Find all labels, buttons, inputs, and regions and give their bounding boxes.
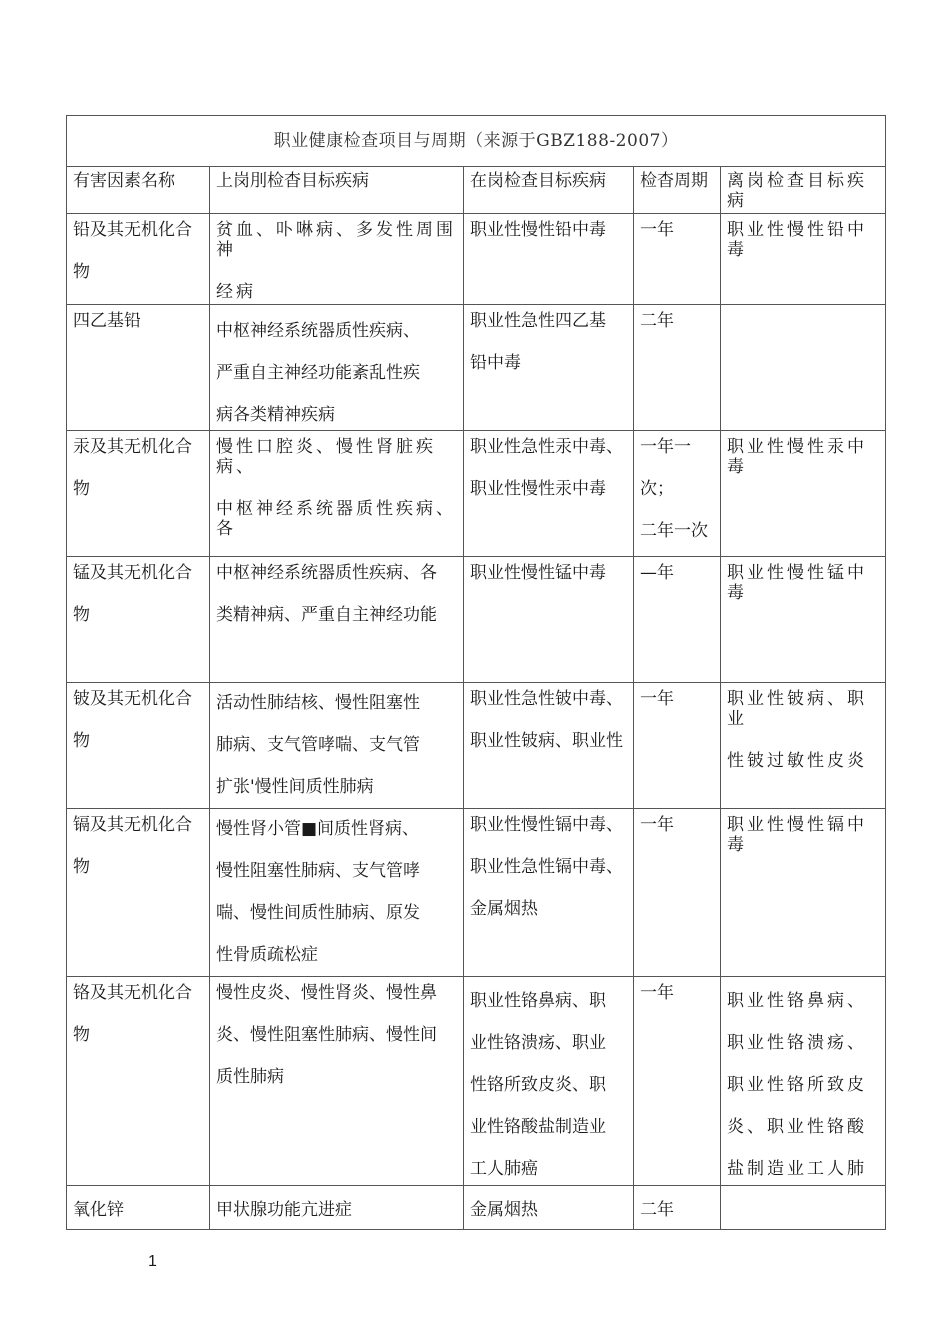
- header-on-job: 在岗检查目标疾病: [464, 167, 634, 214]
- cell-off-job: [721, 305, 886, 431]
- table-row: [67, 809, 886, 977]
- cell-off-job: 职业性铬鼻病、 职业性铬溃疡、 职业性铬所致皮 炎、职业性铬酸 盐制造业工人肺: [721, 977, 886, 1186]
- cell-on-job: 金属烟热: [464, 1186, 634, 1230]
- cell-factor: 铬及其无机化合 物: [67, 977, 210, 1186]
- cell-period: 一年: [634, 809, 721, 977]
- cell-factor: 铍及其无机化合 物: [67, 683, 210, 809]
- cell-on-job: 职业性慢性铅中毒: [464, 214, 634, 305]
- table-row: [67, 557, 886, 683]
- cell-on-job: 职业性急性铍中毒、 职业性铍病、职业性: [464, 683, 634, 809]
- cell-pre-job: 中枢神经系统器质性疾病、各 类精神病、严重自主神经功能: [210, 557, 464, 683]
- cell-off-job: 职业性慢性汞中毒: [721, 431, 886, 557]
- header-off-job: 离岗检查目标疾病: [721, 167, 886, 214]
- cell-off-job: 职业性慢性镉中毒: [721, 809, 886, 977]
- table-row: [67, 305, 886, 431]
- header-factor: 有害因素名称: [67, 167, 210, 214]
- cell-off-job: 职业性慢性锰中毒: [721, 557, 886, 683]
- cell-on-job: 职业性慢性锰中毒: [464, 557, 634, 683]
- cell-factor: 锰及其无机化合 物: [67, 557, 210, 683]
- cell-factor: 氧化锌: [67, 1186, 210, 1230]
- table-row: [67, 683, 886, 809]
- cell-pre-job: 慢性口腔炎、慢性肾脏疾病、 中枢神经系统器质性疾病、各: [210, 431, 464, 557]
- cell-period: 一年: [634, 977, 721, 1186]
- header-period: 检杳周期: [634, 167, 721, 214]
- cell-off-job: [721, 1186, 886, 1230]
- cell-on-job: 职业性急性汞中毒、 职业性慢性汞中毒: [464, 431, 634, 557]
- table-row: [67, 431, 886, 557]
- cell-on-job: 职业性慢性镉中毒、 职业性急性镉中毒、 金属烟热: [464, 809, 634, 977]
- header-pre-job: 上岗刖检杳目标疾病: [210, 167, 464, 214]
- cell-period: 一年: [634, 214, 721, 305]
- table-title: 职业健康检查项目与周期（来源于GBZ188-2007）: [67, 116, 886, 167]
- cell-factor: 镉及其无机化合 物: [67, 809, 210, 977]
- cell-pre-job: 慢性肾小管■间质性肾病、 慢性阻塞性肺病、支气管哮 喘、慢性间质性肺病、原发 性骨质疏松症: [210, 809, 464, 977]
- cell-factor: 四乙基铅: [67, 305, 210, 431]
- table-row: [67, 977, 886, 1186]
- cell-on-job: 职业性铬鼻病、职 业性铬溃疡、职业 性铬所致皮炎、职 业性铬酸盐制造业 工人肺癌: [464, 977, 634, 1186]
- health-check-table: [66, 115, 886, 1230]
- cell-on-job: 职业性急性四乙基 铅中毒: [464, 305, 634, 431]
- cell-pre-job: 活动性肺结核、慢性阻塞性 肺病、支气管哮喘、支气管 扩张'慢性间质性肺病: [210, 683, 464, 809]
- cell-period: 一年: [634, 683, 721, 809]
- cell-pre-job: 贫血、卟啉病、多发性周围神 经病: [210, 214, 464, 305]
- cell-pre-job: 中枢神经系统器质性疾病、 严重自主神经功能紊乱性疾 病各类精神疾病: [210, 305, 464, 431]
- cell-off-job: 职业性慢性铅中毒: [721, 214, 886, 305]
- cell-period: 二年: [634, 1186, 721, 1230]
- cell-factor: 汞及其无机化合 物: [67, 431, 210, 557]
- cell-pre-job: 甲状腺功能亢进症: [210, 1186, 464, 1230]
- cell-pre-job: 慢性皮炎、慢性肾炎、慢性鼻 炎、慢性阻塞性肺病、慢性间 质性肺病: [210, 977, 464, 1186]
- page-number: 1: [148, 1253, 157, 1270]
- cell-period: 一年一 次； 二年一次: [634, 431, 721, 557]
- cell-factor: 铅及其无机化合 物: [67, 214, 210, 305]
- cell-off-job: 职业性铍病、职业 性铍过敏性皮炎: [721, 683, 886, 809]
- cell-period: —年: [634, 557, 721, 683]
- table-row: [67, 214, 886, 305]
- cell-period: 二年: [634, 305, 721, 431]
- table-row: [67, 1186, 886, 1230]
